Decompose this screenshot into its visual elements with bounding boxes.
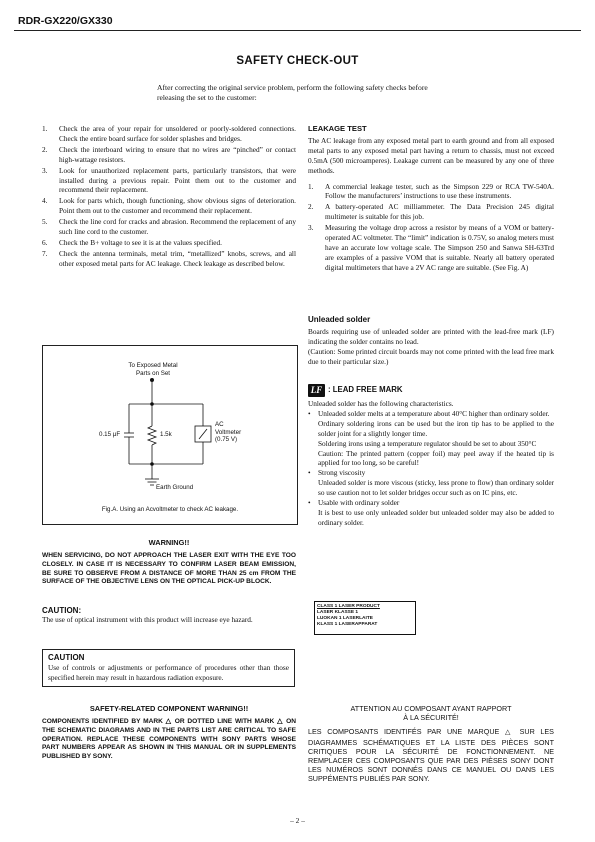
- lead-free-item-detail: Soldering irons using a temperature regulator should be set to about 350°C: [318, 438, 537, 448]
- check-item: [42, 145, 296, 165]
- intro-text: After correcting the original service problem, perform the following safety checks before releasing the set to the customer:: [157, 83, 428, 103]
- page-number: – 2 –: [290, 816, 305, 825]
- exposed-metal-label-line1: To Exposed Metal: [128, 362, 178, 369]
- leakage-section: [308, 124, 554, 274]
- lead-free-item-head: Unleaded solder melts at a temperature about 40°C higher than ordinary solder.: [318, 408, 550, 418]
- check-text: Check the antenna terminals, metal trim, “metallized” knobs, screws, and all other exposed metal parts for AC leakage. Check leakage as described below.: [59, 248, 296, 268]
- french-warning-body: [308, 727, 554, 783]
- laser-label-line3: LUOKAN 1 LASERLAITE: [317, 616, 373, 621]
- check-item: [42, 196, 296, 216]
- caution-box-title: CAUTION: [48, 653, 85, 662]
- lead-free-section: [308, 384, 554, 528]
- french-title-line2: À LA SÉCURITÉ!: [403, 713, 459, 723]
- component-warning-title: SAFETY-RELATED COMPONENT WARNING!!: [89, 704, 249, 713]
- french-warning-title: [308, 704, 554, 722]
- laser-warning-title: WARNING!!: [148, 538, 190, 547]
- unleaded-body: Boards requiring use of unleaded solder are printed with the lead-free mark (LF) indicating the solder contains no lead.: [308, 326, 554, 346]
- component-warning: [42, 704, 296, 762]
- exposed-metal-label: [105, 362, 201, 377]
- lead-free-item-head: Usable with ordinary solder: [318, 498, 400, 508]
- component-warning-text-b: OR DOTTED LINE WITH MARK: [174, 718, 275, 725]
- lead-free-item-detail: It is best to use only unleaded solder but unleaded solder may also be added to ordinary solder.: [318, 507, 554, 527]
- french-text-b: SUR LES DIAGRAMMES SCHÉMATIQUES ET LA LISTE DES PIÈCES SONT CRITIQUES POUR LA SÉCURITÉ DE FONCTIONNEMENT. NE REMPLACER CES COMPOSANTS QUE PAR DES PIÈSES SONY DONT LES NUMÉROS SONT DONNÉS DANS CE MANUEL OU DANS LES SUPPÉMENTS PUBLIÉS PAR SONY.: [308, 727, 554, 784]
- lead-free-mark-icon: LF: [308, 384, 325, 397]
- check-number: 2.: [42, 144, 48, 154]
- lead-free-list: [308, 409, 554, 528]
- lead-free-intro: Unleaded solder has the following characteristics.: [308, 399, 454, 408]
- laser-class-label-text: [317, 604, 413, 632]
- laser-label-line2: LASER KLASSE 1: [317, 610, 359, 615]
- caution-box-body: Use of controls or adjustments or performance of procedures other than those specified herein may result in hazardous radiation exposure.: [48, 663, 289, 682]
- leakage-method-number: 1.: [308, 181, 314, 191]
- check-number: 4.: [42, 196, 48, 206]
- check-item: [42, 249, 296, 269]
- exposed-metal-label-line2: Parts on Set: [135, 369, 171, 377]
- leakage-method-text: A commercial leakage tester, such as the Simpson 229 or RCA TW-540A. Follow the manufacturers’ instructions to use these instruments.: [325, 181, 554, 201]
- check-item: [42, 217, 296, 237]
- bullet-icon: •: [308, 408, 311, 418]
- check-text: Check the area of your repair for unsoldered or poorly-soldered connections. Check the entire board surface for solder splashes and bridges.: [59, 124, 296, 143]
- unleaded-title: Unleaded solder: [308, 315, 371, 324]
- checks-list: [42, 124, 296, 269]
- laser-label-line4: KLASS 1 LASERAPPARAT: [317, 622, 378, 627]
- voltmeter-label-line1: AC: [215, 421, 224, 428]
- caution-box: [42, 649, 295, 687]
- french-warning: [308, 704, 554, 784]
- warning-triangle-icon: △: [165, 718, 172, 725]
- leakage-method-number: 3.: [308, 223, 314, 233]
- check-text: Check the B+ voltage to see it is at the values specified.: [59, 237, 222, 247]
- leakage-method-text: Measuring the voltage drop across a resistor by means of a VOM or battery-operated AC voltmeter. The “limit” indication is 0.75V, so analog meters must have an accurate low voltage scale. The Simpson 250 and Sanwa SH-63Trd are examples of a passive VOM that is suitable. Nearly all battery operated digital multimeters that have a 2V AC range are suitable. (See Fig. A): [325, 223, 554, 272]
- lead-free-item: [308, 468, 554, 498]
- laser-label-line1: CLASS 1 LASER PRODUCT: [317, 604, 380, 609]
- lead-free-item: [308, 498, 554, 528]
- leakage-method-number: 2.: [308, 202, 314, 212]
- leakage-body: The AC leakage from any exposed metal part to earth ground and from all exposed metal parts to any exposed metal part having a return to chassis, must not exceed 0.5mA (500 microamperes). Leakage current can be measured by any one of three methods.: [308, 135, 554, 175]
- unleaded-section: [308, 315, 554, 367]
- lead-free-heading: [308, 384, 554, 397]
- warning-triangle-icon: △: [504, 729, 514, 737]
- check-text: Check the interboard wiring to ensure that no wires are “pinched” or contact high-wattage resistors.: [59, 144, 296, 164]
- check-item: [42, 238, 296, 248]
- component-warning-text-c: ON THE SCHEMATIC DIAGRAMS AND IN THE PARTS LIST ARE CRITICAL TO SAFE OPERATION. REPLACE THESE COMPONENTS WITH SONY PARTS WHOSE PART NUMBERS APPEAR AS SHOWN IN THIS MANUAL OR IN SUPPLEMENTS PUBLISHED BY SONY.: [42, 718, 296, 761]
- resistor-label: 1.5k: [160, 431, 172, 438]
- header-rule: [14, 30, 581, 31]
- page-title: SAFETY CHECK-OUT: [236, 55, 359, 67]
- check-number: 1.: [42, 124, 48, 133]
- lead-free-item-head: Strong viscosity: [318, 468, 366, 478]
- caution-optical-body: The use of optical instrument with this product will increase eye hazard.: [42, 615, 253, 624]
- lead-free-item-detail: Unleaded solder is more viscous (sticky, less prone to flow) than ordinary solder so use caution not to let solder bridges occur such as on IC pins, etc.: [318, 478, 554, 498]
- check-text: Look for unauthorized replacement parts, particularly transistors, that were installed during a previous repair. Point them out to the customer and recommend their replacement.: [59, 165, 296, 195]
- earth-ground-label: Earth Ground: [156, 484, 194, 491]
- check-item: [42, 124, 296, 144]
- caution-optical-title: CAUTION:: [42, 606, 82, 615]
- leakage-method-item: [308, 182, 554, 202]
- leakage-title: LEAKAGE TEST: [308, 124, 367, 133]
- warning-triangle-icon: △: [277, 718, 284, 725]
- lead-free-item: [308, 409, 554, 468]
- check-text: Look for parts which, though functioning, show obvious signs of deterioration. Point them out to the customer and recommend their replacement.: [59, 196, 296, 216]
- lead-free-item-detail: Ordinary soldering irons can be used but the iron tip has to be applied to the solder joint for a slightly longer time.: [318, 418, 554, 438]
- figure-a: [42, 345, 298, 525]
- component-warning-body: [42, 718, 296, 762]
- unleaded-note: (Caution: Some printed circuit boards may not come printed with the lead free mark due to their particular size.): [308, 346, 554, 366]
- leakage-method-item: [308, 202, 554, 222]
- french-text-a: LES COMPOSANTS IDENTIFÉS PAR UNE MARQUE: [308, 727, 500, 737]
- check-number: 7.: [42, 248, 48, 258]
- bullet-icon: •: [308, 468, 311, 478]
- check-number: 3.: [42, 165, 48, 175]
- leakage-method-item: [308, 223, 554, 273]
- leakage-methods-list: [308, 182, 554, 273]
- check-item: [42, 166, 296, 196]
- bullet-icon: •: [308, 498, 311, 508]
- checks-section: [42, 124, 296, 270]
- check-number: 5.: [42, 217, 48, 227]
- laser-warning: [42, 538, 296, 587]
- leakage-method-text: A battery-operated AC milliammeter. The Data Precision 245 digital multimeter is suitable for this job.: [325, 202, 554, 222]
- figure-caption: Fig.A. Using an Acvoltmeter to check AC leakage.: [101, 506, 239, 513]
- voltmeter-label: [215, 421, 241, 444]
- model-header: RDR-GX220/GX330: [18, 15, 113, 27]
- check-number: 6.: [42, 237, 48, 247]
- french-title-line1: ATTENTION AU COMPOSANT AYANT RAPPORT: [350, 704, 512, 713]
- voltmeter-label-line3: (0.75 V): [215, 436, 238, 444]
- laser-class-label: [314, 601, 416, 635]
- lead-free-title: : LEAD FREE MARK: [328, 385, 403, 395]
- check-text: Check the line cord for cracks and abrasion. Recommend the replacement of any such line cord to the customer.: [59, 217, 296, 237]
- voltmeter-label-line2: Voltmeter: [215, 428, 242, 436]
- caution-optical: [42, 606, 296, 625]
- laser-warning-body: WHEN SERVICING, DO NOT APPROACH THE LASER EXIT WITH THE EYE TOO CLOSELY. IN CASE IT IS NECESSARY TO CONFIRM LASER BEAM EMISSION, BE SURE TO OBSERVE FROM A DISTANCE OF MORE THAN 25 cm FROM THE SURFACE OF THE OBJECTIVE LENS ON THE OPTICAL PICK-UP BLOCK.: [42, 552, 296, 586]
- component-warning-text-a: COMPONENTS IDENTIFIED BY MARK: [42, 718, 163, 725]
- capacitor-label: 0.15 μF: [99, 431, 121, 438]
- lead-free-item-detail: Caution: The printed pattern (copper foil) may peel away if the heated tip is applied for too long, so be careful!: [318, 448, 554, 468]
